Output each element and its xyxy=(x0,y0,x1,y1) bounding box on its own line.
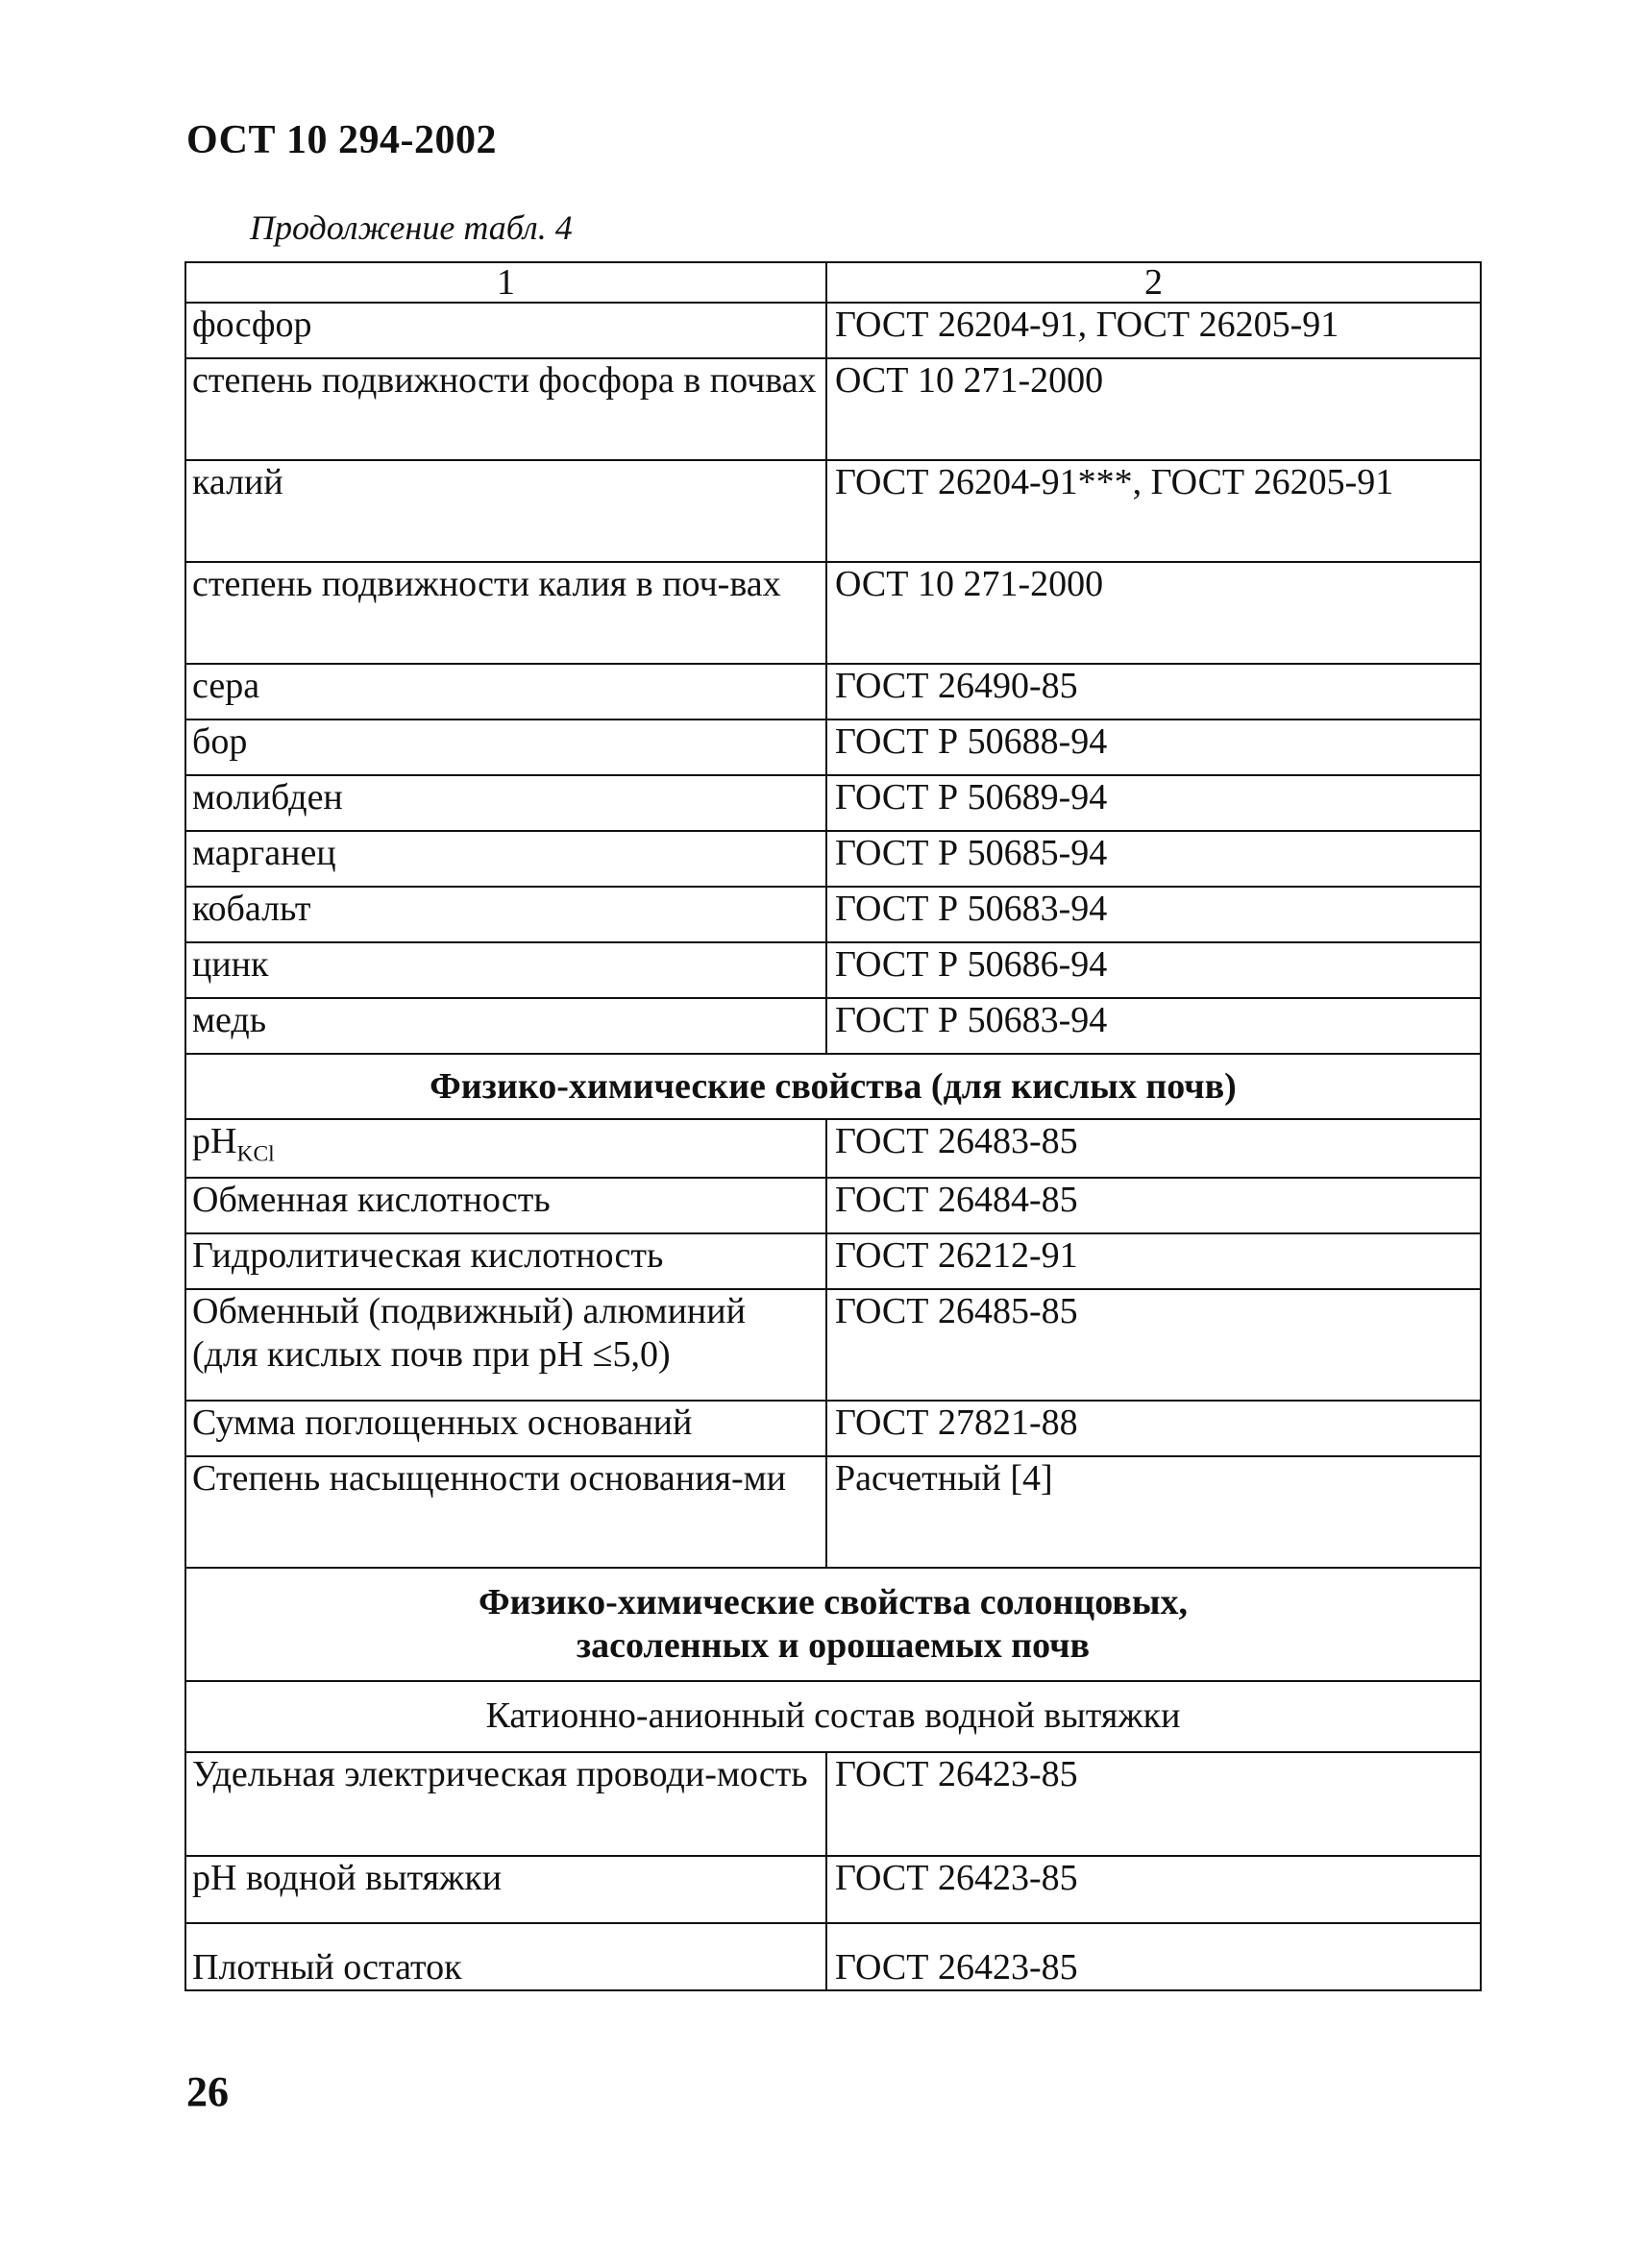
indicator-cell: цинк xyxy=(185,942,826,998)
table-row xyxy=(185,831,1481,887)
standard-cell: ГОСТ 26204-91, ГОСТ 26205-91 xyxy=(826,303,1481,358)
table-row xyxy=(185,358,1481,460)
standard-cell: ГОСТ Р 50683-94 xyxy=(826,887,1481,942)
standard-cell: ОСТ 10 271-2000 xyxy=(826,562,1481,664)
table-row xyxy=(185,1119,1481,1178)
standard-cell: ГОСТ Р 50689-94 xyxy=(826,775,1481,831)
table-row xyxy=(185,998,1481,1054)
table-row xyxy=(185,562,1481,664)
table-row xyxy=(185,719,1481,775)
indicator-cell: степень подвижности калия в поч-вах xyxy=(185,562,826,664)
indicator-cell: степень подвижности фосфора в почвах xyxy=(185,358,826,460)
indicator-cell: Сумма поглощенных оснований xyxy=(185,1401,826,1456)
standard-cell: ГОСТ Р 50685-94 xyxy=(826,831,1481,887)
indicator-cell: рН водной вытяжки xyxy=(185,1856,826,1923)
subsection-row xyxy=(185,1681,1481,1752)
table-row xyxy=(185,664,1481,719)
indicator-cell: Обменный (подвижный) алюминий (для кислых почв при рН ≤5,0) xyxy=(185,1289,826,1401)
indicator-cell: сера xyxy=(185,664,826,719)
document-code: ОСТ 10 294-2002 xyxy=(186,118,498,162)
table-row xyxy=(185,1178,1481,1233)
table-row xyxy=(185,460,1481,562)
standard-cell: ГОСТ 26490-85 xyxy=(826,664,1481,719)
standard-cell: Расчетный [4] xyxy=(826,1456,1481,1568)
table-row xyxy=(185,887,1481,942)
indicator-cell xyxy=(185,1119,826,1178)
standard-cell: ГОСТ Р 50683-94 xyxy=(826,998,1481,1054)
indicator-cell: молибден xyxy=(185,775,826,831)
column-header-2: 2 xyxy=(826,262,1481,303)
section-heading-line-2: засоленных и орошаемых почв xyxy=(576,1624,1091,1666)
indicator-cell: Плотный остаток xyxy=(185,1923,826,1990)
table-row xyxy=(185,1289,1481,1401)
standard-cell: ГОСТ 27821-88 xyxy=(826,1401,1481,1456)
section-heading-acid-soils: Физико-химические свойства (для кислых почв) xyxy=(185,1054,1481,1119)
indicator-cell: фосфор xyxy=(185,303,826,358)
indicator-cell: Удельная электрическая проводи-мость xyxy=(185,1752,826,1856)
table-caption: Продолжение табл. 4 xyxy=(250,208,573,247)
standards-table xyxy=(184,261,1482,1991)
table-row xyxy=(185,942,1481,998)
standard-cell: ГОСТ 26423-85 xyxy=(826,1923,1481,1990)
ph-subscript: KCl xyxy=(236,1141,275,1167)
indicator-cell: калий xyxy=(185,460,826,562)
indicator-cell: бор xyxy=(185,719,826,775)
standard-cell: ОСТ 10 271-2000 xyxy=(826,358,1481,460)
page-number: 26 xyxy=(186,2068,229,2115)
section-heading-saline-soils xyxy=(185,1568,1481,1681)
ph-label: pH xyxy=(192,1121,237,1161)
table-row xyxy=(185,303,1481,358)
section-row xyxy=(185,1568,1481,1681)
table-row xyxy=(185,775,1481,831)
subsection-heading: Катионно-анионный состав водной вытяжки xyxy=(185,1681,1481,1752)
standard-cell: ГОСТ 26485-85 xyxy=(826,1289,1481,1401)
table-header-row xyxy=(185,262,1481,303)
standard-cell: ГОСТ 26484-85 xyxy=(826,1178,1481,1233)
table-row xyxy=(185,1923,1481,1990)
table-row xyxy=(185,1752,1481,1856)
table-row xyxy=(185,1456,1481,1568)
section-heading-line-1: Физико-химические свойства солонцовых, xyxy=(479,1581,1188,1622)
indicator-cell: Степень насыщенности основания-ми xyxy=(185,1456,826,1568)
section-row xyxy=(185,1054,1481,1119)
indicator-cell: Гидролитическая кислотность xyxy=(185,1233,826,1289)
standard-cell: ГОСТ 26423-85 xyxy=(826,1856,1481,1923)
standard-cell: ГОСТ 26483-85 xyxy=(826,1119,1481,1178)
standard-cell: ГОСТ 26204-91***, ГОСТ 26205-91 xyxy=(826,460,1481,562)
table-row xyxy=(185,1401,1481,1456)
standard-cell: ГОСТ Р 50688-94 xyxy=(826,719,1481,775)
table-row xyxy=(185,1856,1481,1923)
indicator-cell: кобальт xyxy=(185,887,826,942)
standard-cell: ГОСТ 26212-91 xyxy=(826,1233,1481,1289)
standard-cell: ГОСТ Р 50686-94 xyxy=(826,942,1481,998)
indicator-cell: марганец xyxy=(185,831,826,887)
standard-cell: ГОСТ 26423-85 xyxy=(826,1752,1481,1856)
column-header-1: 1 xyxy=(185,262,826,303)
indicator-cell: медь xyxy=(185,998,826,1054)
table-row xyxy=(185,1233,1481,1289)
indicator-cell: Обменная кислотность xyxy=(185,1178,826,1233)
